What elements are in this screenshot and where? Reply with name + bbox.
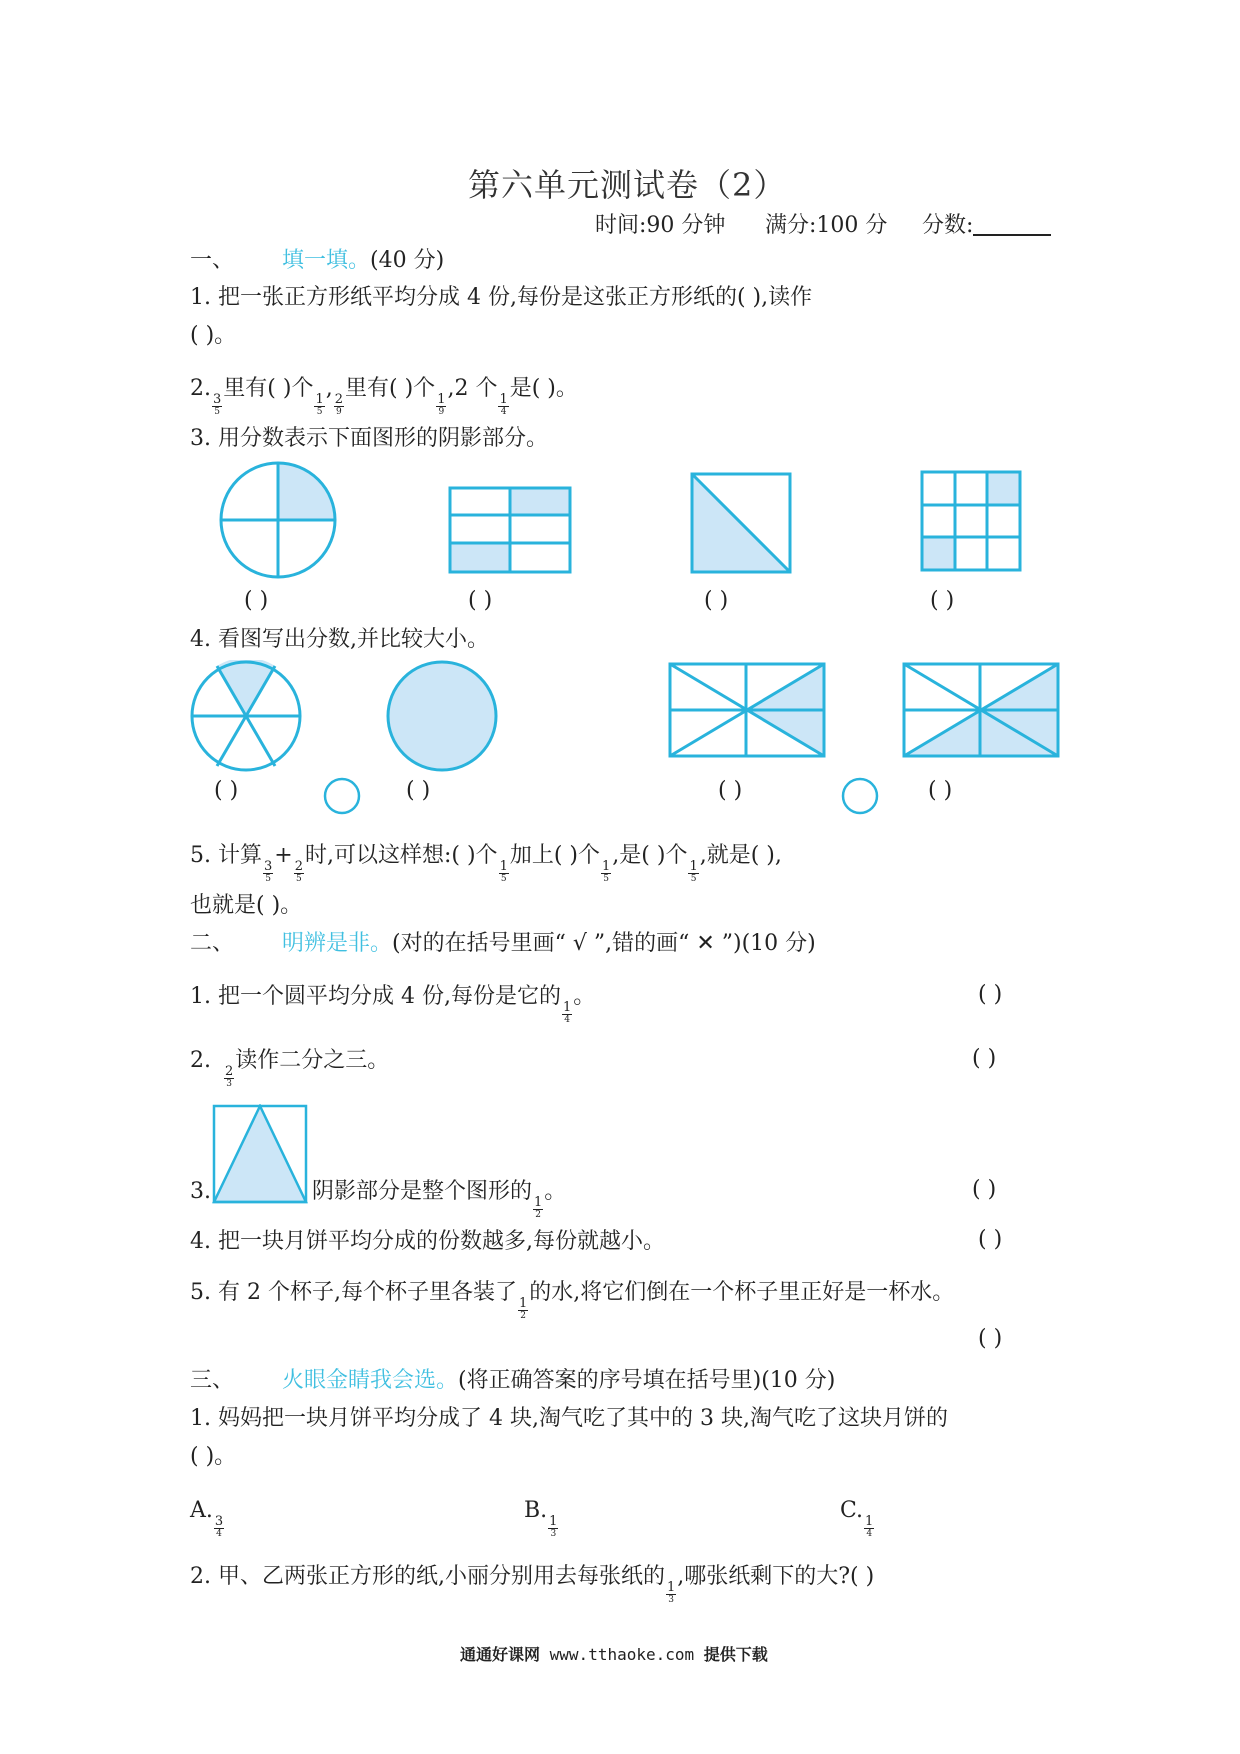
judge-blank-3[interactable]: ( ) (972, 1177, 997, 1202)
footer-brand: 通通好课网 (460, 1645, 541, 1664)
score-field[interactable] (922, 208, 1051, 239)
s2-q4: 4. 把一块月饼平均分成的份数越多,每份就越小。 (190, 1229, 665, 1254)
q3-answer-blank-2[interactable]: ( ) (468, 588, 493, 613)
rectangle-eighths-figure-1 (668, 662, 826, 760)
s1-q5-line1: 5. 计算 $\frac{3}{5}$ + $\frac{2}{5}$ 时,可以这样想:( )个 $\frac{1}{5}$ 加上( )个 $\frac{1}{5}$ ,是( )个 $\frac{1}{5}$ ,就是( ), (190, 843, 782, 884)
fraction: $\frac{1}{2}$ (518, 1296, 528, 1321)
fraction: $\frac{1}{4}$ (865, 1514, 874, 1539)
s1-q1-line2: ( )。 (190, 323, 237, 348)
full-score: 满分:100 分 (765, 213, 888, 238)
page-title: 第六单元测试卷（2） (468, 166, 787, 204)
s1-q3: 3. 用分数表示下面图形的阴影部分。 (190, 426, 548, 451)
footer-suffix: 提供下载 (703, 1645, 768, 1664)
fraction: $\frac{1}{3}$ (666, 1580, 676, 1605)
s1-q1-line1: 1. 把一张正方形纸平均分成 4 份,每份是这张正方形纸的( ),读作 (190, 285, 813, 310)
s2-q1: 1. 把一个圆平均分成 4 份,每份是它的 $\frac{1}{4}$ 。 (190, 984, 596, 1025)
score-label: 分数: (922, 213, 974, 238)
section3-title: 火眼金睛我会选。 (282, 1368, 459, 1393)
section1-title: 填一填。 (282, 248, 371, 273)
s3-q1-line2: ( )。 (190, 1444, 237, 1469)
rectangle-sixths-figure (448, 486, 572, 576)
fraction: $\frac{1}{4}$ (562, 1000, 572, 1025)
s1-q5-line2: 也就是( )。 (190, 893, 303, 918)
circle-full-figure (386, 660, 498, 772)
judge-blank-5[interactable]: ( ) (978, 1326, 1003, 1351)
section2-heading: 二、 明辨是非。(对的在括号里画“ √ ”,错的画“ ✕ ”)(10 分) (190, 931, 816, 956)
s2-q3: 阴影部分是整个图形的 $\frac{1}{2}$ 。 (312, 1179, 567, 1220)
fraction: $\frac{3}{5}$ (213, 392, 222, 417)
judge-blank-1[interactable]: ( ) (978, 982, 1003, 1007)
fraction: $\frac{2}{3}$ (225, 1064, 234, 1089)
option-c[interactable]: C. $\frac{1}{4}$ (840, 1498, 874, 1539)
footer (460, 1642, 768, 1665)
q4-answer-blank-1[interactable]: ( ) (214, 778, 239, 803)
circle-sixths-figure (190, 660, 302, 772)
fraction: $\frac{1}{3}$ (549, 1514, 558, 1539)
s2-q3-number: 3. (190, 1179, 211, 1204)
q4-answer-blank-2[interactable]: ( ) (406, 778, 431, 803)
circle-quarters-figure (218, 460, 338, 580)
judge-blank-4[interactable]: ( ) (978, 1227, 1003, 1252)
triangle-in-square-figure (212, 1104, 310, 1204)
q3-answer-blank-3[interactable]: ( ) (704, 588, 729, 613)
fraction: $\frac{3}{4}$ (214, 1514, 224, 1539)
s2-q2: 2. $\frac{2}{3}$ 读作二分之三。 (190, 1048, 390, 1089)
s2-q5: 5. 有 2 个杯子,每个杯子里各装了 $\frac{1}{2}$ 的水,将它们倒在一个杯子里正好是一杯水。 (190, 1280, 955, 1321)
fraction: $\frac{1}{5}$ (602, 859, 611, 884)
q4-answer-blank-3[interactable]: ( ) (718, 778, 743, 803)
s1-q2: 2. $\frac{3}{5}$ 里有( )个 $\frac{1}{5}$ , $\frac{2}{9}$ 里有( )个 $\frac{1}{9}$ ,2 个 $\frac{1}{4}$ 是( )。 (190, 376, 578, 417)
section3-note: (将正确答案的序号填在括号里)(10 分) (458, 1368, 836, 1393)
s3-q2: 2. 甲、乙两张正方形的纸,小丽分别用去每张纸的 $\frac{1}{3}$ ,哪张纸剩下的大?( ) (190, 1564, 875, 1605)
fraction: $\frac{2}{9}$ (334, 392, 344, 417)
fraction: $\frac{1}{5}$ (499, 859, 508, 884)
fraction: $\frac{1}{4}$ (499, 392, 508, 417)
fraction: $\frac{1}{5}$ (689, 859, 698, 884)
option-a[interactable]: A. $\frac{3}{4}$ (190, 1498, 224, 1539)
fraction: $\frac{1}{2}$ (534, 1195, 543, 1220)
score-blank[interactable] (973, 214, 1051, 236)
section1-heading (190, 246, 444, 276)
q4-answer-blank-4[interactable]: ( ) (928, 778, 953, 803)
footer-url[interactable]: www.tthaoke.com (549, 1645, 695, 1664)
q3-answer-blank-1[interactable]: ( ) (244, 588, 269, 613)
q3-answer-blank-4[interactable]: ( ) (930, 588, 955, 613)
rectangle-eighths-figure-2 (902, 662, 1060, 760)
grid-ninths-figure (920, 470, 1024, 574)
section1-number: 一、 (190, 248, 235, 273)
section2-note: (对的在括号里画“ √ ”,错的画“ ✕ ”)(10 分) (392, 931, 816, 956)
fraction: $\frac{2}{5}$ (294, 859, 303, 884)
section1-points: (40 分) (370, 248, 445, 273)
compare-circle-1[interactable] (322, 776, 362, 816)
section3-heading: 三、 火眼金睛我会选。(将正确答案的序号填在括号里)(10 分) (190, 1368, 836, 1393)
fraction: $\frac{1}{5}$ (315, 392, 324, 417)
fraction: $\frac{1}{9}$ (437, 392, 446, 417)
judge-blank-2[interactable]: ( ) (972, 1046, 997, 1071)
square-diagonal-figure (690, 472, 794, 576)
time-limit: 时间:90 分钟 (595, 213, 726, 238)
s1-q4: 4. 看图写出分数,并比较大小。 (190, 627, 489, 652)
s3-q1-line1: 1. 妈妈把一块月饼平均分成了 4 块,淘气吃了其中的 3 块,淘气吃了这块月饼的 (190, 1406, 948, 1431)
option-b[interactable]: B. $\frac{1}{3}$ (524, 1498, 558, 1539)
fraction: $\frac{3}{5}$ (263, 859, 273, 884)
compare-circle-2[interactable] (840, 776, 880, 816)
section2-title: 明辨是非。 (282, 931, 393, 956)
